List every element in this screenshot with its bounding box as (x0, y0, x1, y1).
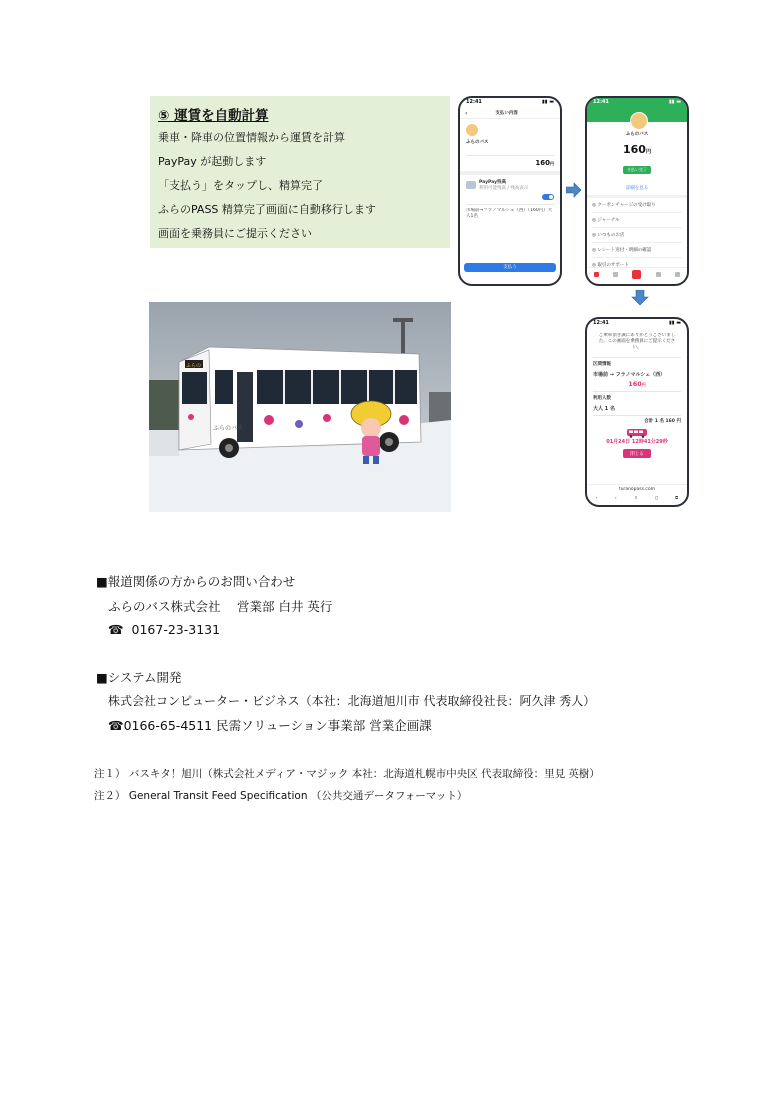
home-tab-icon[interactable] (594, 272, 599, 277)
step-title: ⑤ 運賃を自動計算 (158, 108, 269, 124)
status-time: 12:41 (593, 320, 609, 326)
status-time: 12:41 (593, 99, 609, 105)
total-line: 合計 1 名 160 円 (644, 419, 681, 424)
scan-tab-icon[interactable] (632, 270, 641, 279)
phone-icon: ☎ (108, 622, 124, 637)
back-icon[interactable]: ‹ (465, 109, 468, 117)
step-line-1: 乗車・降車の位置情報から運賃を計算 (158, 131, 345, 144)
merchant-name: ふらのバス (625, 132, 649, 137)
dev-contact-company: 株式会社コンピューター・ビジネス（本社：北海道旭川市 代表取締役社長：阿久津 秀人） (108, 694, 596, 708)
account-tab-icon[interactable] (675, 272, 680, 277)
bus-side-sign: ふらのバス (213, 425, 244, 432)
signal-icon: ▮▮ ▬ (669, 320, 681, 326)
share-icon[interactable]: ⇪ (634, 495, 638, 501)
note-1: 注１） バスキタ！旭川（株式会社メディア・マジック 本社：北海道札幌市中央区 代表取締役：里見 英樹） (94, 768, 600, 780)
paypay-balance-row[interactable]: PayPay残高 利用可能残高 / 残高表示 (466, 179, 554, 191)
section-route-label: 区間情報 (593, 362, 611, 367)
phone-icon: ☎ (108, 718, 124, 733)
merchant-logo (630, 112, 648, 130)
timestamp: 01月24日 12時41分29秒 (606, 439, 668, 445)
status-time: 12:41 (466, 99, 482, 105)
press-contact-company: ふらのバス株式会社 営業部 白井 英行 (108, 599, 333, 614)
menu-item-receipt[interactable]: ◎ レシート送付・明細の確認 (592, 243, 682, 258)
detail-link[interactable]: 詳細を見る (625, 186, 649, 191)
people-count: 大人 1 名 (593, 406, 615, 412)
menu-item-coupon[interactable]: ◎ クーポンチャージの受け取り (592, 198, 682, 213)
payment-amount: 160円 (535, 159, 554, 167)
wallet-tab-icon[interactable] (613, 272, 618, 277)
step-line-4: ふらのPASS 精算完了画面に自動移行します (158, 203, 376, 216)
thanks-notice: ご乗車頂き誠にありがとうございました。この画面を乗務員にご提示ください。 (598, 333, 676, 350)
dev-contact-phone: ☎0166-65-4511 民需ソリューション事業部 営業企画課 (108, 718, 432, 733)
browser-toolbar (587, 494, 687, 502)
bookmarks-icon[interactable]: ▯ (655, 495, 658, 501)
svg-text:ふらの: ふらの (186, 363, 202, 369)
phone-paypay-complete (585, 96, 689, 286)
screen-header: 支払い内容 (495, 111, 518, 116)
phone-paypay-payment (458, 96, 562, 286)
phone-furano-pass-complete (585, 317, 689, 507)
bus-icon (626, 428, 648, 438)
bottom-tab-bar (587, 267, 687, 280)
browser-forward-icon[interactable]: › (614, 495, 617, 501)
section-people-label: 利用人数 (593, 396, 611, 401)
complete-badge: 支払い完了 (623, 166, 651, 174)
route-name: 市場前 → フラノマルシェ（西） (593, 372, 666, 378)
route-fare: 160円 (628, 380, 646, 388)
merchant-logo (466, 124, 478, 136)
press-contact-heading: ■報道関係の方からのお問い合わせ (96, 574, 296, 589)
route-note: 市場前→フラノマルシェ（西）（160円）大人1名 (466, 208, 553, 219)
paid-amount: 160円 (623, 143, 651, 156)
url-bar[interactable]: furanopass.com (619, 486, 655, 492)
pay-button[interactable]: 支払う (464, 263, 556, 272)
signal-icon: ▮▮ ▬ (669, 99, 681, 105)
points-toggle[interactable] (542, 194, 554, 200)
card-icon (466, 181, 476, 189)
dev-contact-heading: ■システム開発 (96, 670, 182, 685)
step-line-5: 画面を乗務員にご提示ください (158, 227, 312, 240)
menu-item-favorite-store[interactable]: ◎ いつものお店 (592, 228, 682, 243)
close-button[interactable]: 閉じる (623, 449, 651, 458)
arrow-down-icon (631, 290, 649, 306)
bus-photo (149, 302, 451, 512)
step-line-3: 「支払う」をタップし、精算完了 (158, 179, 323, 192)
tabs-icon[interactable]: ⧉ (675, 496, 679, 501)
browser-back-icon[interactable]: ‹ (595, 495, 598, 501)
menu-item-support[interactable]: ◎ 取引のサポート (592, 263, 629, 268)
signal-icon: ▮▮ ▬ (542, 99, 554, 105)
step-line-2: PayPay が起動します (158, 155, 267, 168)
menu-item-journal[interactable]: ◎ ジャーナル (592, 213, 682, 228)
merchant-name: ふらのバス (466, 140, 489, 145)
note-2: 注２） General Transit Feed Specification （公共交通データフォーマット） (94, 790, 468, 802)
history-tab-icon[interactable] (656, 272, 661, 277)
bus-photo-illustration (149, 302, 451, 512)
arrow-right-icon (566, 182, 582, 198)
press-contact-phone: ☎ 0167-23-3131 (108, 622, 221, 637)
